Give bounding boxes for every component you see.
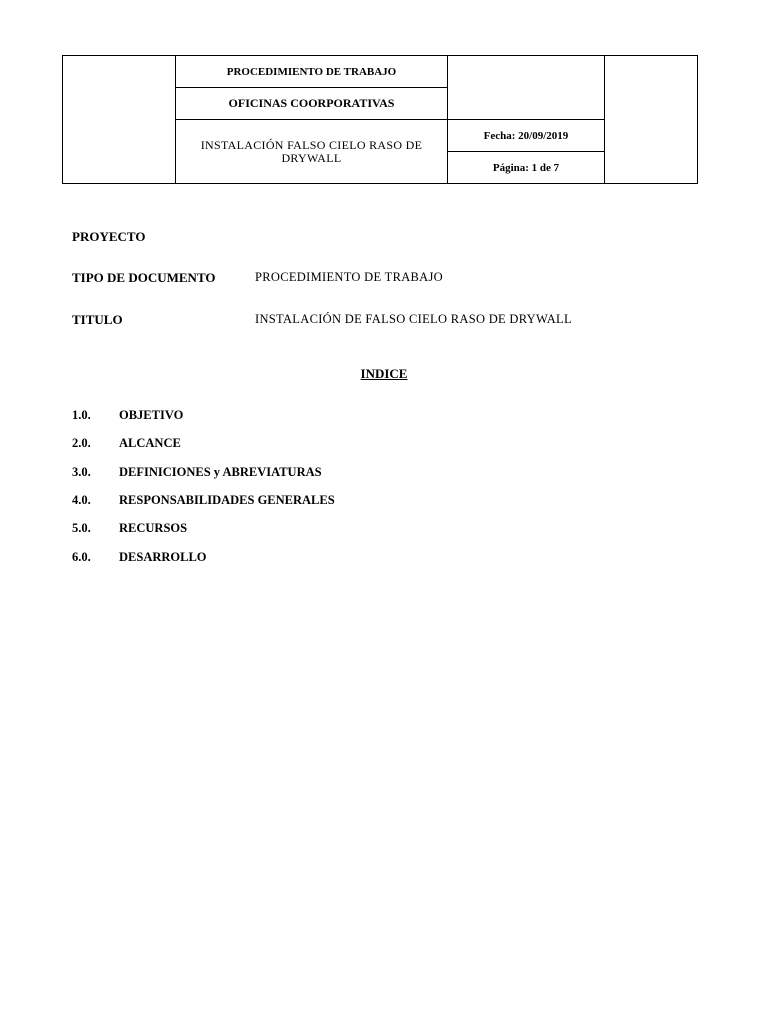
index-item[interactable] xyxy=(72,465,322,480)
project-label: PROYECTO xyxy=(72,229,146,244)
header-page: Página: 1 de 7 xyxy=(448,152,605,184)
header-date: Fecha: 20/09/2019 xyxy=(448,120,605,152)
index-item-label: OBJETIVO xyxy=(119,408,184,422)
logo-cell-right xyxy=(605,56,698,184)
title-row xyxy=(72,312,572,328)
header-office: OFICINAS COORPORATIVAS xyxy=(176,88,448,120)
title-label: TITULO xyxy=(72,312,123,327)
index-heading: INDICE xyxy=(360,366,408,381)
header-blank-cell xyxy=(448,56,605,120)
doc-type-label: TIPO DE DOCUMENTO xyxy=(72,270,216,285)
index-item-label: DEFINICIONES y ABREVIATURAS xyxy=(119,465,322,479)
logo-cell-left xyxy=(63,56,176,184)
header-title: INSTALACIÓN FALSO CIELO RASO DE DRYWALL xyxy=(176,120,448,184)
index-item[interactable] xyxy=(72,493,335,508)
index-item-label: ALCANCE xyxy=(119,436,181,450)
index-item-number: 4.0. xyxy=(72,493,91,507)
index-item-number: 6.0. xyxy=(72,550,91,564)
index-item[interactable] xyxy=(72,408,183,423)
index-item-number: 2.0. xyxy=(72,436,91,450)
header-procedure: PROCEDIMIENTO DE TRABAJO xyxy=(176,56,448,88)
doc-type-value: PROCEDIMIENTO DE TRABAJO xyxy=(255,270,443,284)
title-value: INSTALACIÓN DE FALSO CIELO RASO DE DRYWALL xyxy=(255,312,572,326)
index-item-label: RESPONSABILIDADES GENERALES xyxy=(119,493,335,507)
index-item[interactable] xyxy=(72,521,187,536)
index-item-number: 1.0. xyxy=(72,408,91,422)
index-item-label: RECURSOS xyxy=(119,521,188,535)
index-item-number: 3.0. xyxy=(72,465,91,479)
document-header-table xyxy=(62,55,698,184)
index-item[interactable] xyxy=(72,550,207,565)
index-item[interactable] xyxy=(72,436,181,451)
index-item-number: 5.0. xyxy=(72,521,91,535)
project-row xyxy=(72,229,145,245)
index-item-label: DESARROLLO xyxy=(119,550,207,564)
doc-type-row xyxy=(72,270,443,286)
